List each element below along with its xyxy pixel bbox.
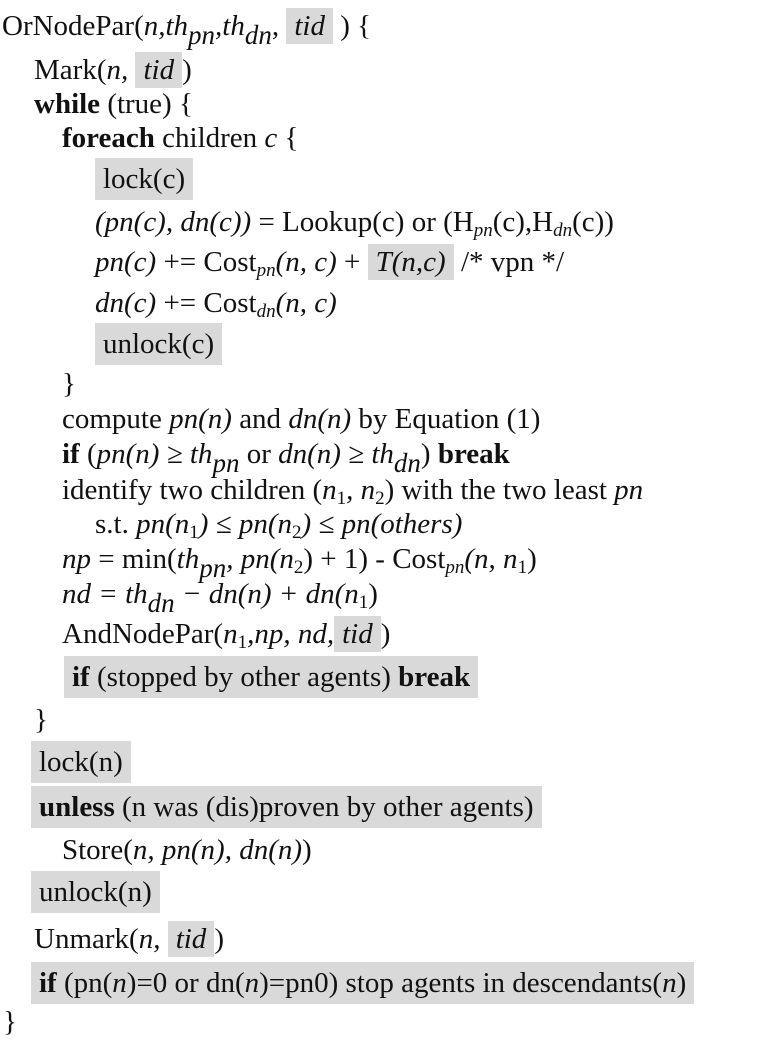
sig-th: th	[165, 10, 189, 42]
np-lhs: np	[62, 543, 91, 575]
st-le2: ) ≤ pn(	[301, 508, 381, 540]
unlock-n-line	[31, 871, 160, 911]
dn-cost-line	[95, 283, 337, 323]
pn-cost-lhs: pn(c)	[95, 246, 157, 278]
nd-rest: − dn(n) + dn(n	[174, 578, 359, 610]
nd-end: )	[368, 578, 378, 610]
np-args: (n, n	[464, 543, 518, 575]
store-line	[62, 830, 312, 870]
unlock-n-highlight: unlock(n)	[31, 871, 160, 913]
np-th-sub: pn	[199, 553, 227, 583]
if-or: or	[239, 438, 279, 470]
np-eq: = min(	[91, 543, 177, 575]
lookup-lhs: (pn(c), dn(c))	[95, 206, 252, 238]
dn-cost-lhs: dn(c)	[95, 287, 157, 319]
lookup-mid: (c),H	[492, 206, 554, 238]
np-cost-sub: pn	[445, 557, 465, 578]
function-name: OrNodePar(	[2, 10, 144, 42]
compute-and: and	[231, 403, 289, 435]
identify-pn: pn	[614, 474, 644, 506]
if-pn-sub: pn	[212, 448, 240, 478]
pn-cost-sub: pn	[256, 260, 276, 281]
unlock-c-highlight: unlock(c)	[95, 323, 222, 365]
dn-cost-args: (n, c)	[275, 287, 337, 319]
compute-pn: pn(n)	[169, 403, 232, 435]
mark-tid-highlight: tid	[135, 52, 182, 88]
while-close-brace	[34, 700, 48, 740]
if-keyword: if	[62, 438, 80, 470]
unless-line	[31, 786, 542, 826]
final-if-n3: n	[662, 967, 677, 999]
mark-close: )	[182, 54, 192, 86]
identify-pre: identify two children (	[62, 474, 323, 506]
stopped-if-keyword: if	[72, 661, 90, 693]
identify-sub2: 2	[375, 488, 385, 509]
identify-sub1: 1	[336, 488, 347, 509]
st-line	[95, 504, 462, 544]
andnodepar-args: ,np, nd,	[247, 618, 335, 650]
st-sub1: 1	[189, 522, 199, 543]
pn-cost-line	[95, 242, 564, 282]
stopped-break-keyword: break	[398, 661, 471, 693]
foreach-line	[62, 118, 298, 158]
np-sub1: 1	[517, 557, 528, 578]
lookup-line	[95, 202, 614, 242]
dn-cost-op: += Cost	[156, 287, 257, 319]
final-if-b: )=0 or dn(	[126, 967, 245, 999]
st-others: others	[380, 508, 453, 540]
while-brace: }	[34, 704, 48, 736]
vpn-comment: /* vpn */	[453, 246, 565, 278]
final-if-a: (pn(	[56, 967, 113, 999]
foreach-var: c	[264, 122, 278, 154]
unmark-line	[34, 919, 224, 959]
nd-eq: = th	[91, 578, 148, 610]
nd-line	[62, 574, 378, 618]
st-le1: ) ≤ pn(n	[198, 508, 292, 540]
stopped-highlight	[64, 656, 478, 698]
while-keyword: while	[34, 88, 101, 120]
np-end: )	[527, 543, 537, 575]
np-sub2: 2	[293, 557, 304, 578]
st-a: pn(n	[136, 508, 190, 540]
andnodepar-n: n	[223, 618, 238, 650]
lookup-eq: = Lookup(c) or (H	[251, 206, 474, 238]
np-th: th	[176, 543, 200, 575]
compute-post: by Equation (1)	[351, 403, 541, 435]
sig-th-dn: ,th	[215, 10, 245, 42]
unlock-c-line	[95, 323, 222, 363]
foreach-text: children	[154, 122, 265, 154]
sig-th-pn-sub: pn	[188, 20, 216, 50]
pn-cost-op: += Cost	[156, 246, 257, 278]
if-open: (	[79, 438, 97, 470]
if-pn-cond: pn(n) ≥ th	[96, 438, 213, 470]
st-pre: s.t.	[95, 508, 137, 540]
sig-comma: ,	[271, 10, 280, 42]
foreach-brace: {	[277, 122, 299, 154]
if-dn-sub: dn	[393, 448, 421, 478]
stopped-line	[64, 656, 478, 696]
lookup-sub-pn: pn	[473, 220, 493, 241]
nd-sub1: 1	[358, 592, 369, 613]
unless-condition: (n was (dis)proven by other agents)	[114, 791, 534, 823]
sig-tid-highlight: tid	[286, 8, 333, 44]
unmark-call: Unmark(	[34, 923, 139, 955]
stopped-text: (stopped by other agents)	[89, 661, 399, 693]
dn-cost-sub: dn	[256, 301, 276, 322]
andnodepar-close: )	[380, 618, 391, 650]
break-keyword: break	[437, 438, 510, 470]
final-if-d: )	[676, 967, 687, 999]
sig-close: ) {	[340, 10, 372, 42]
nd-lhs: nd	[62, 578, 91, 610]
nd-th-sub: dn	[147, 588, 175, 618]
pn-cost-plus: +	[336, 246, 368, 278]
store-args: n, pn(n), dn(n)	[132, 834, 303, 866]
unmark-tid-highlight: tid	[168, 921, 215, 957]
final-if-highlight	[31, 962, 694, 1004]
lock-c-highlight: lock(c)	[95, 158, 193, 200]
compute-dn: dn(n)	[288, 403, 352, 435]
sig-th-dn-sub: dn	[244, 20, 272, 50]
identify-n1: n	[322, 474, 337, 506]
lookup-end: (c))	[572, 206, 614, 238]
lock-c-line	[95, 158, 193, 198]
t-nc-highlight: T(n,c)	[368, 244, 454, 280]
compute-line	[62, 399, 540, 439]
mark-call: Mark(	[34, 54, 107, 86]
foreach-keyword: foreach	[62, 122, 155, 154]
pn-cost-args: (n, c)	[275, 246, 337, 278]
final-if-keyword: if	[39, 967, 57, 999]
final-if-n2: n	[244, 967, 260, 999]
function-signature	[2, 6, 372, 50]
lookup-sub-dn: dn	[553, 220, 573, 241]
np-plus-cost: ) + 1) - Cost	[303, 543, 446, 575]
function-brace: }	[3, 1006, 17, 1038]
st-end: )	[452, 508, 463, 540]
andnodepar-tid-highlight: tid	[334, 616, 381, 652]
lock-n-highlight: lock(n)	[31, 741, 131, 783]
foreach-close-brace	[62, 364, 76, 404]
andnodepar-sub1: 1	[237, 632, 248, 653]
sig-arg-n: n,	[143, 10, 166, 42]
np-mid: , pn(n	[226, 543, 294, 575]
function-close-brace	[3, 1002, 17, 1042]
if-dn-cond: dn(n) ≥ th	[278, 438, 394, 470]
final-if-line	[31, 962, 694, 1002]
while-condition: (true) {	[100, 88, 193, 120]
store-name: Store(	[62, 834, 133, 866]
unless-keyword: unless	[39, 791, 115, 823]
final-if-n1: n	[112, 967, 127, 999]
andnodepar-name: AndNodePar(	[62, 618, 224, 650]
andnodepar-line	[62, 614, 390, 654]
lock-n-line	[31, 741, 131, 781]
identify-n2: , n	[346, 474, 376, 506]
identify-post: ) with the two least	[384, 474, 615, 506]
np-line	[62, 539, 537, 583]
inner-brace: }	[62, 368, 76, 400]
if-close: )	[420, 438, 438, 470]
mark-arg: n,	[106, 54, 129, 86]
unmark-arg: n,	[138, 923, 161, 955]
if-break-line	[62, 434, 510, 478]
st-sub2: 2	[292, 522, 302, 543]
compute-pre: compute	[62, 403, 170, 435]
unless-highlight	[31, 786, 542, 828]
unmark-close: )	[214, 923, 224, 955]
final-if-c: )=pn0) stop agents in descendants(	[259, 967, 663, 999]
store-end: )	[302, 834, 312, 866]
